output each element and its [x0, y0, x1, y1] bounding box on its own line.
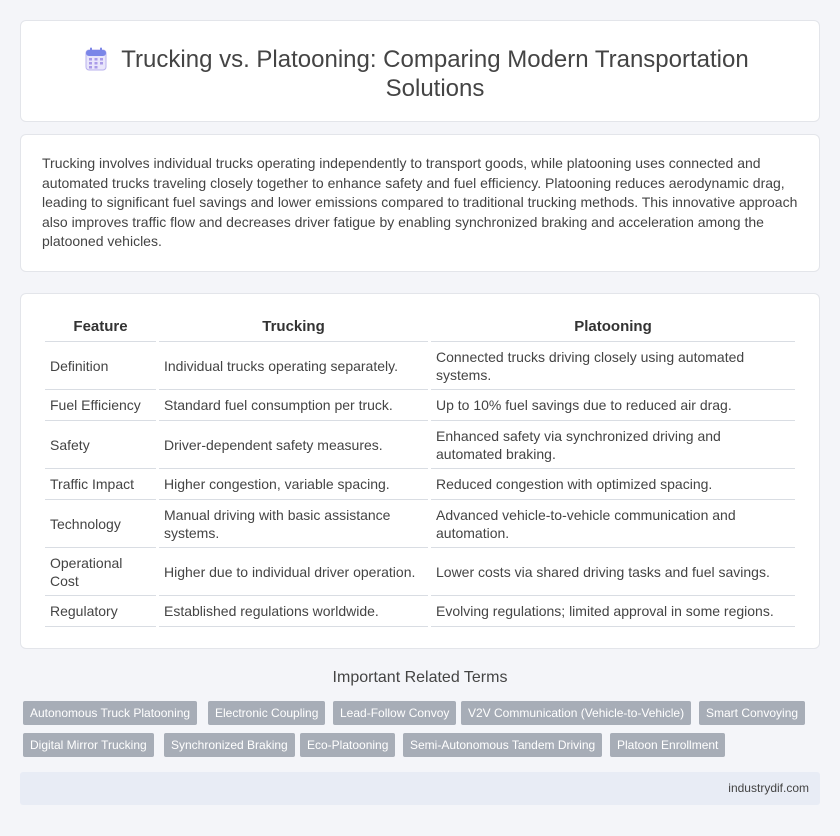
tag-link[interactable]: Platoon Enrollment [610, 733, 725, 757]
table-cell: Advanced vehicle-to-vehicle communication and automation. [431, 500, 795, 548]
table-cell: Manual driving with basic assistance systems. [159, 500, 428, 548]
table-cell: Standard fuel consumption per truck. [159, 390, 428, 421]
comparison-table [42, 311, 798, 627]
tag-link[interactable]: Synchronized Braking [164, 733, 295, 757]
comparison-card [20, 293, 820, 649]
footer-site[interactable]: industrydif.com [728, 781, 809, 795]
table-row [45, 469, 795, 500]
tag-link[interactable]: Semi-Autonomous Tandem Driving [403, 733, 602, 757]
tag-link[interactable]: V2V Communication (Vehicle-to-Vehicle) [461, 701, 691, 725]
table-row [45, 548, 795, 596]
table-cell: Regulatory [45, 596, 156, 627]
table-cell: Safety [45, 421, 156, 469]
header-feature: Feature [45, 311, 156, 342]
table-cell: Higher due to individual driver operation. [159, 548, 428, 596]
table-cell: Reduced congestion with optimized spacing. [431, 469, 795, 500]
table-cell: Technology [45, 500, 156, 548]
table-cell: Evolving regulations; limited approval in some regions. [431, 596, 795, 627]
header-platooning: Platooning [431, 311, 795, 342]
intro-text: Trucking involves individual trucks operating independently to transport goods, while platooning uses connected and automated trucks traveling closely together to enhance safety and fuel efficiency. Platooning reduces aerodynamic drag, leading to significant fuel savings and lower emissions compared to traditional trucking methods. This innovative approach also improves traffic flow and decreases driver fatigue by enabling synchronized braking and acceleration among the platooned vehicles. [42, 155, 798, 249]
table-header-row [45, 311, 795, 342]
table-cell: Up to 10% fuel savings due to reduced air drag. [431, 390, 795, 421]
table-cell: Operational Cost [45, 548, 156, 596]
table-cell: Fuel Efficiency [45, 390, 156, 421]
tag-link[interactable]: Electronic Coupling [208, 701, 325, 725]
table-cell: Connected trucks driving closely using automated systems. [431, 342, 795, 390]
page-title: Trucking vs. Platooning: Comparing Modern Transportation Solutions [121, 46, 749, 102]
table-cell: Established regulations worldwide. [159, 596, 428, 627]
footer-bar [20, 772, 820, 805]
table-cell: Higher congestion, variable spacing. [159, 469, 428, 500]
table-row [45, 390, 795, 421]
table-row [45, 421, 795, 469]
table-cell: Driver-dependent safety measures. [159, 421, 428, 469]
table-cell: Enhanced safety via synchronized driving and automated braking. [431, 421, 795, 469]
tag-link[interactable]: Eco-Platooning [300, 733, 395, 757]
table-cell: Individual trucks operating separately. [159, 342, 428, 390]
table-row [45, 500, 795, 548]
intro-card [20, 134, 820, 272]
table-cell: Lower costs via shared driving tasks and fuel savings. [431, 548, 795, 596]
tag-link[interactable]: Digital Mirror Trucking [23, 733, 154, 757]
table-cell: Traffic Impact [45, 469, 156, 500]
table-row [45, 596, 795, 627]
tag-link[interactable]: Autonomous Truck Platooning [23, 701, 197, 725]
table-row [45, 342, 795, 390]
tag-link[interactable]: Smart Convoying [699, 701, 805, 725]
table-cell: Definition [45, 342, 156, 390]
related-terms-title: Important Related Terms [332, 669, 508, 686]
header-trucking: Trucking [159, 311, 428, 342]
tag-link[interactable]: Lead-Follow Convoy [333, 701, 456, 725]
header-card [20, 20, 820, 122]
